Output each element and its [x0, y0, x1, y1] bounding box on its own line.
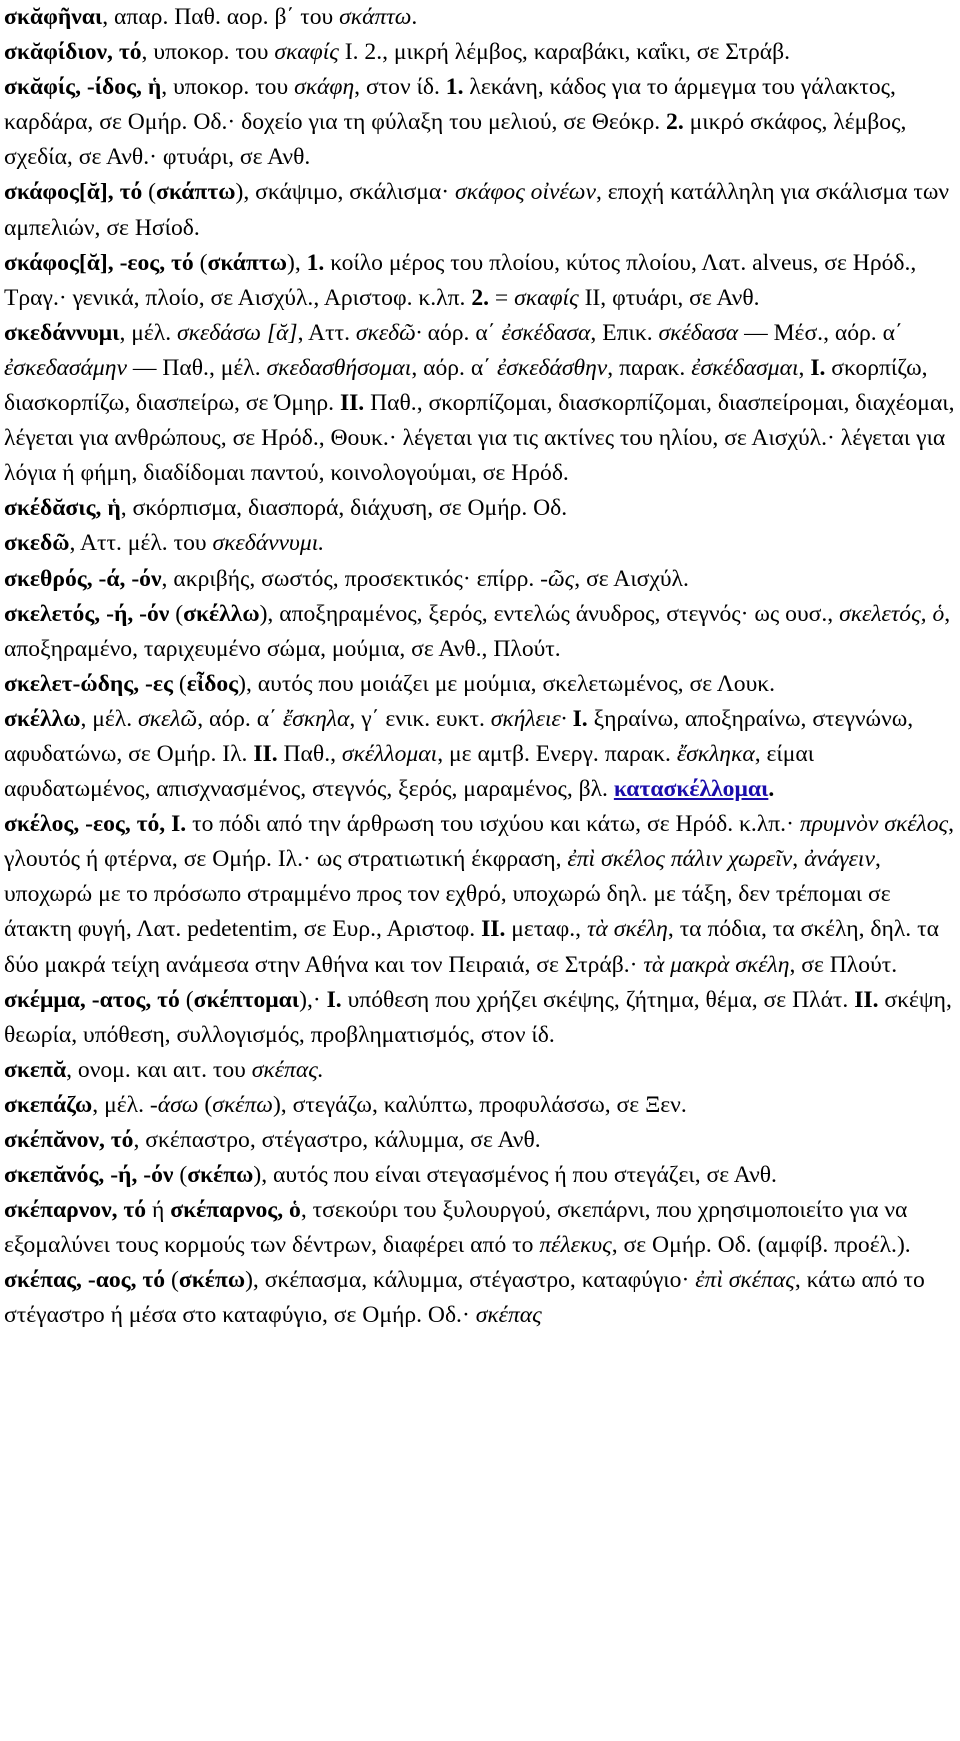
dictionary-entry: [4, 70, 956, 175]
entry-text: -ῶς: [540, 565, 575, 592]
entry-text: σκέπτομαι: [193, 986, 300, 1013]
entry-text: , παρακ.: [607, 354, 692, 381]
entry-text: — Παθ., μέλ.: [126, 354, 267, 381]
entry-text: II, φτυάρι, σε Ανθ.: [578, 284, 760, 311]
entry-text: σκέπαρνος, ὁ: [170, 1197, 301, 1224]
entry-text: υπόθεση που χρήζει σκέψης, ζήτημα, θέμα, σε Πλάτ.: [341, 986, 855, 1013]
headword: σκέπαρνον, τό: [4, 1197, 147, 1224]
entry-text: ),: [286, 249, 307, 276]
entry-text: 1.: [445, 74, 464, 101]
entry-text: II.: [253, 740, 278, 767]
entry-text: ), αυτός που είναι στεγασμένος ή που στεγάζει, σε Ανθ.: [253, 1162, 777, 1189]
entry-text: ), σκέπασμα, κάλυμμα, στέγαστρο, καταφύγιο·: [245, 1267, 696, 1294]
entry-text: σκέπω: [178, 1267, 246, 1294]
entry-text: ἐσκεδάσθην: [496, 354, 608, 381]
entry-text: μεταφ.,: [505, 916, 587, 943]
entry-text: ἐπὶ σκέλος πάλιν χωρεῖν: [567, 846, 793, 873]
entry-text: , τα πόδια, τα σκέλη, δηλ. τα δύο μακρά τείχη ανάμεσα στην Αθήνα και τον Πειραιά, σε Στράβ.·: [4, 916, 939, 978]
entry-text: σκάπτω: [207, 249, 287, 276]
entry-text: , εποχή κατάλληλη για σκάλισμα των αμπελιών, σε Ησίοδ.: [4, 179, 950, 241]
entry-text: , αόρ. α΄: [411, 354, 497, 381]
dictionary-entry: [4, 562, 956, 597]
entry-text: , σκόρπισμα, διασπορά, διάχυση, σε Ομήρ. Οδ.: [120, 495, 568, 522]
headword: σκᾰφίδιον, τό: [4, 39, 142, 66]
entry-text: ,: [792, 846, 805, 873]
entry-text: σκαφίς: [274, 39, 339, 66]
dictionary-entry: [4, 246, 956, 316]
entry-text: 2.: [666, 109, 684, 136]
cross-reference-link[interactable]: κατασκέλλομαι: [613, 776, 769, 803]
entry-text: , Αττ.: [297, 319, 356, 346]
headword: σκεπᾰ: [4, 1056, 67, 1083]
entry-text: , στον ίδ.: [354, 74, 446, 101]
entry-text: , απαρ. Παθ. αορ. β΄ του: [102, 4, 340, 30]
entry-text: ), αποξηραμένος, ξερός, εντελώς άνυδρος, στεγνός· ως ουσ.,: [259, 600, 840, 627]
entry-text: σκέδασα: [658, 319, 739, 346]
dictionary-entry: [4, 0, 956, 35]
entry-text: σκάπτω: [156, 179, 236, 206]
entry-text: II.: [854, 986, 879, 1013]
dictionary-entry: [4, 175, 956, 245]
entry-text: σκέπω: [212, 1091, 273, 1118]
headword: σκάφος[ᾰ], τό: [4, 179, 143, 206]
entry-text: , υποκορ. του: [161, 74, 295, 101]
entry-text: Παθ.,: [277, 740, 342, 767]
entry-text: σκέπω: [187, 1162, 254, 1189]
headword: σκελετός, -ή, -όν: [4, 600, 170, 627]
entry-text: τὰ σκέλη: [586, 916, 668, 943]
dictionary-entry: [4, 1123, 956, 1158]
entry-text: ἔσκηλα: [282, 705, 350, 732]
entry-text: II.: [339, 390, 365, 417]
entry-text: I.: [572, 705, 588, 732]
headword: σκεθρός, -ά, -όν: [4, 565, 162, 592]
entry-text: I.: [326, 986, 342, 1013]
entry-text: I. 2., μικρή λέμβος, καραβάκι, καΐκι, σε Στράβ.: [338, 39, 791, 66]
headword: σκᾰφῆναι: [4, 4, 103, 30]
entry-text: ), στεγάζω, καλύπτω, προφυλάσσω, σε Ξεν.: [272, 1091, 687, 1118]
entry-text: ή: [146, 1197, 171, 1224]
entry-text: σκάπτω: [339, 4, 412, 30]
entry-text: 2.: [471, 284, 490, 311]
entry-text: , τσεκούρι του ξυλουργού, σκεπάρνι, που χρησιμοποιείτο για να εξομαλύνει τους κορμούς των δέντρων, διαφέρει από το: [4, 1197, 908, 1259]
entry-text: σκέλλω: [183, 600, 260, 627]
entry-text: κοίλο μέρος του πλοίου, κύτος πλοίου, Λατ. alveus, σε Ηρόδ., Τραγ.· γενικά, πλοίο, σε Αισχύλ., Αριστοφ. κ.λπ.: [4, 249, 917, 311]
headword: σκέλλω: [4, 705, 81, 732]
entry-text: σκεδῶ·: [355, 319, 422, 346]
entry-text: , αποξηραμένο, ταριχευμένο σώμα, μούμια, σε Ανθ., Πλούτ.: [4, 600, 951, 662]
entry-text: αόρ. α΄: [421, 319, 502, 346]
entry-text: , υποχωρώ με το πρόσωπο στραμμένο προς τον εχθρό, υποχωρώ δηλ. με τάξη, δεν τρέπομαι σε άτακτη φυγή, Λατ. pedetentim, σε Ευρ., Αριστοφ.: [4, 846, 891, 943]
entry-text: πέλεκυς: [539, 1232, 612, 1259]
entry-text: ἐπὶ σκέπας: [695, 1267, 795, 1294]
entry-text: , μέλ.: [119, 319, 178, 346]
dictionary-entry: [4, 807, 956, 982]
entry-text: , γ΄ ενικ. ευκτ.: [349, 705, 491, 732]
entry-text: .: [411, 4, 418, 30]
dictionary-entry: [4, 526, 956, 561]
entry-text: σκέψη, θεωρία, υπόθεση, συλλογισμός, προβληματισμός, στον ίδ.: [4, 986, 952, 1048]
headword: σκάφος[ᾰ], -εος, τό: [4, 249, 194, 276]
entry-text: (: [193, 249, 208, 276]
entry-text: (: [169, 600, 184, 627]
entry-text: σκεδασθήσομαι: [266, 354, 412, 381]
entry-text: τὰ μακρὰ σκέλη: [643, 951, 790, 978]
dictionary-entry: [4, 1053, 956, 1088]
entry-text: (: [142, 179, 157, 206]
headword: σκεδῶ: [4, 530, 70, 557]
entry-text: (: [173, 1162, 188, 1189]
dictionary-entry: [4, 316, 956, 491]
entry-text: σκήλειε·: [490, 705, 567, 732]
entry-text: σκεδάσω [ᾰ]: [177, 319, 298, 346]
headword: σκέλος, -εος, τό, I.: [4, 811, 187, 838]
entry-text: , ακριβής, σωστός, προσεκτικός· επίρρ.: [161, 565, 541, 592]
dictionary-entry: [4, 491, 956, 526]
dictionary-entry: [4, 702, 956, 807]
entry-text: σκάφη: [294, 74, 355, 101]
entry-text: ἐσκεδασάμην: [4, 354, 127, 381]
entry-text: , Επικ.: [590, 319, 659, 346]
entry-text: , μέλ.: [92, 1091, 150, 1118]
entry-text: , σε Πλούτ.: [789, 951, 898, 978]
entry-text: ἐσκέδασμαι: [691, 354, 799, 381]
dictionary-entry: [4, 983, 956, 1053]
entry-text: σκέλλομαι: [341, 740, 438, 767]
entry-text: σκαφίς: [514, 284, 579, 311]
headword: σκελετ-ώδης, -ες: [4, 670, 173, 697]
entry-text: μικρό σκάφος, λέμβος, σχεδία, σε Ανθ.· φτυάρι, σε Ανθ.: [4, 109, 907, 171]
entry-text: , αόρ. α΄: [197, 705, 283, 732]
entry-text: ), σκάψιμο, σκάλισμα·: [235, 179, 456, 206]
entry-text: σκελῶ: [138, 705, 198, 732]
entry-text: ,: [798, 354, 811, 381]
dictionary-entry: [4, 667, 956, 702]
entry-text: σκάφος οἰνέων: [455, 179, 596, 206]
entry-text: , είμαι αφυδατωμένος, απισχνασμένος, στεγνός, ξερός, μαραμένος, βλ.: [4, 740, 815, 803]
entry-text: πρυμνὸν σκέλος: [799, 811, 949, 838]
entry-text: , σε Ομήρ. Οδ. (αμφίβ. προέλ.).: [611, 1232, 911, 1259]
entry-text: — Μέσ., αόρ. α΄: [738, 319, 903, 346]
entry-text: , υποκορ. του: [141, 39, 275, 66]
entry-text: (: [179, 986, 194, 1013]
headword: σκέμμα, -ατος, τό: [4, 986, 180, 1013]
entry-text: ξηραίνω, αποξηραίνω, στεγνώνω, αφυδατώνω, σε Ομήρ. Ιλ.: [4, 705, 914, 767]
dictionary-entry: [4, 35, 956, 70]
entry-text: λεκάνη, κάδος για το άρμεγμα του γάλακτος, καρδάρα, σε Ομήρ. Οδ.· δοχείο για τη φύλαξη του μελιού, σε Θεόκρ.: [4, 74, 896, 136]
entry-text: , κάτω από το στέγαστρο ή μέσα στο καταφύγιο, σε Ομήρ. Οδ.·: [4, 1267, 925, 1329]
entry-text: , με αμτβ. Ενεργ. παρακ.: [437, 740, 677, 767]
headword: σκεπᾰνός, -ή, -όν: [4, 1162, 174, 1189]
dictionary-entry: [4, 1158, 956, 1193]
entry-text: , σκέπαστρο, στέγαστρο, κάλυμμα, σε Ανθ.: [133, 1127, 541, 1153]
entry-text: ), αυτός που μοιάζει με μούμια, σκελετωμένος, σε Λουκ.: [238, 670, 776, 697]
entry-text: .: [768, 776, 775, 803]
entry-text: Παθ., σκορπίζομαι, διασκορπίζομαι, διασπείρομαι, διαχέομαι, λέγεται για ανθρώπους, σε Ηρόδ., Θουκ.· λέγεται για τις ακτίνες του ηλίου, σε Αισχύλ.· λέγεται για λόγια ή φήμη, διαδίδομαι παντού, κοινολογούμαι, σε Ηρόδ.: [4, 390, 955, 487]
entry-text: II.: [481, 916, 506, 943]
entry-text: σκεδάννυμι.: [212, 530, 325, 557]
headword: σκέδᾰσις, ἡ: [4, 495, 121, 522]
entry-text: (: [165, 1267, 179, 1294]
entry-text: σκέπας.: [251, 1056, 324, 1083]
entry-text: -άσω: [149, 1091, 199, 1118]
dictionary-entry: [4, 1263, 956, 1333]
entry-text: σκελετός, ὁ: [839, 600, 945, 627]
dictionary-entry: [4, 1193, 956, 1263]
entry-text: το πόδι από την άρθρωση του ισχύου και κάτω, σε Ηρόδ. κ.λπ.·: [186, 811, 800, 838]
headword: σκεπάζω: [4, 1091, 93, 1118]
headword: σκᾰφίς, -ίδος, ἡ: [4, 74, 162, 101]
entry-text: σκέπας: [475, 1302, 542, 1329]
dictionary-entry: [4, 597, 956, 667]
entry-text: , ονομ. και αιτ. του: [66, 1056, 252, 1083]
entry-text: , Αττ. μέλ. του: [69, 530, 213, 557]
entry-text: (: [172, 670, 187, 697]
entry-text: 1.: [306, 249, 325, 276]
entry-text: , μέλ.: [80, 705, 139, 732]
entry-text: σκορπίζω, διασκορπίζω, διασπείρω, σε Όμηρ.: [4, 354, 928, 417]
headword: σκέπᾰνον, τό: [4, 1127, 134, 1153]
entry-text: ἀνάγειν: [804, 846, 875, 873]
entry-text: ἔσκληκα: [676, 740, 755, 767]
dictionary-entry: [4, 1088, 956, 1123]
entry-text: εἶδος: [186, 670, 239, 697]
entry-text: , σε Αισχύλ.: [574, 565, 689, 592]
entry-text: =: [489, 284, 515, 311]
entry-text: (: [198, 1091, 213, 1118]
entry-text: ἐσκέδασα: [501, 319, 591, 346]
entry-text: , γλουτός ή φτέρνα, σε Ομήρ. Ιλ.· ως στρατιωτική έκφραση,: [4, 811, 955, 873]
entry-text: ),·: [299, 986, 327, 1013]
headword: σκεδάννυμι: [4, 319, 120, 346]
headword: σκέπας, -αος, τό: [4, 1267, 166, 1294]
entry-text: I.: [810, 354, 826, 381]
